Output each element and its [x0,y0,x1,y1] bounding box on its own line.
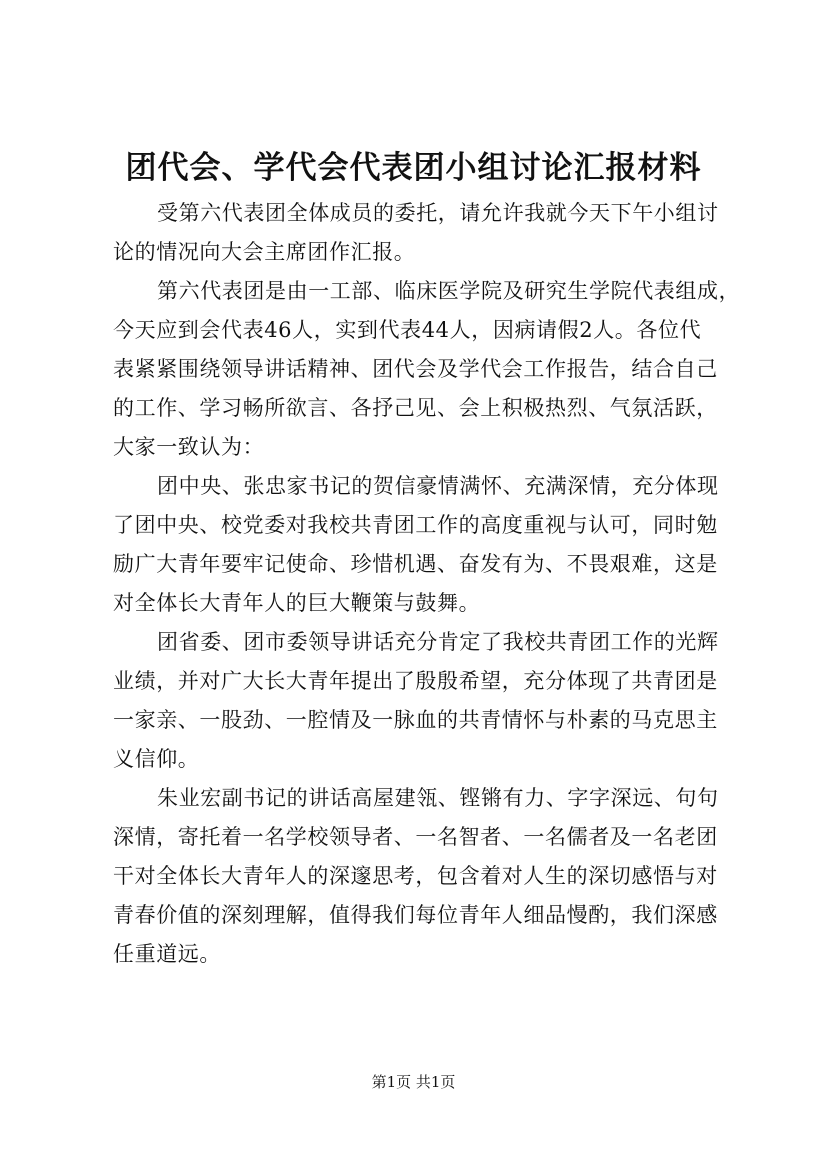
paragraph-line: 青春价值的深刻理解，值得我们每位青年人细品慢酌，我们深感 [113,903,718,927]
page-footer: 第1页 共1页 [371,1073,456,1091]
paragraph-2 [113,272,741,467]
paragraph-line: 表紧紧围绕领导讲话精神、团代会及学代会工作报告，结合自己 [113,357,718,381]
paragraph-line: 任重道远。 [113,942,221,966]
paragraph-4 [113,623,735,779]
paragraph-line: 第六代表团是由一工部、临床医学院及研究生学院代表组成， [157,279,741,303]
paragraph-line: 今天应到会代表46人，实到代表44人，因病请假2人。各位代 [113,318,702,342]
paragraph-line: 的工作、学习畅所欲言、各抒己见、会上积极热烈、气氛活跃， [113,396,718,420]
paragraph-line: 业绩，并对广大长大青年提出了殷殷希望，充分体现了共青团是 [113,669,718,693]
paragraph-5 [113,779,735,974]
paragraph-line: 团中央、张忠家书记的贺信豪情满怀、充满深情，充分体现 [157,474,719,498]
paragraph-line: 论的情况向大会主席团作汇报。 [113,240,416,264]
paragraph-line: 朱业宏副书记的讲话高屋建瓴、铿锵有力、字字深远、句句 [157,786,719,810]
paragraph-line: 团省委、团市委领导讲话充分肯定了我校共青团工作的光辉 [157,630,719,654]
document-body [113,194,741,974]
paragraph-line: 干对全体长大青年人的深邃思考，包含着对人生的深切感悟与对 [113,864,718,888]
paragraph-line: 义信仰。 [113,747,200,771]
paragraph-line: 了团中央、校党委对我校共青团工作的高度重视与认可，同时勉 [113,513,718,537]
paragraph-line: 受第六代表团全体成员的委托，请允许我就今天下午小组讨 [157,201,719,225]
paragraph-3 [113,467,735,623]
paragraph-line: 对全体长大青年人的巨大鞭策与鼓舞。 [113,591,481,615]
paragraph-line: 深情，寄托着一名学校领导者、一名智者、一名儒者及一名老团 [113,825,718,849]
paragraph-line: 励广大青年要牢记使命、珍惜机遇、奋发有为、不畏艰难，这是 [113,552,718,576]
paragraph-line: 大家一致认为： [113,435,265,459]
paragraph-line: 一家亲、一股劲、一腔情及一脉血的共青情怀与朴素的马克思主 [113,708,718,732]
paragraph-1 [113,194,735,272]
document-title: 团代会、学代会代表团小组讨论汇报材料 [125,150,702,186]
